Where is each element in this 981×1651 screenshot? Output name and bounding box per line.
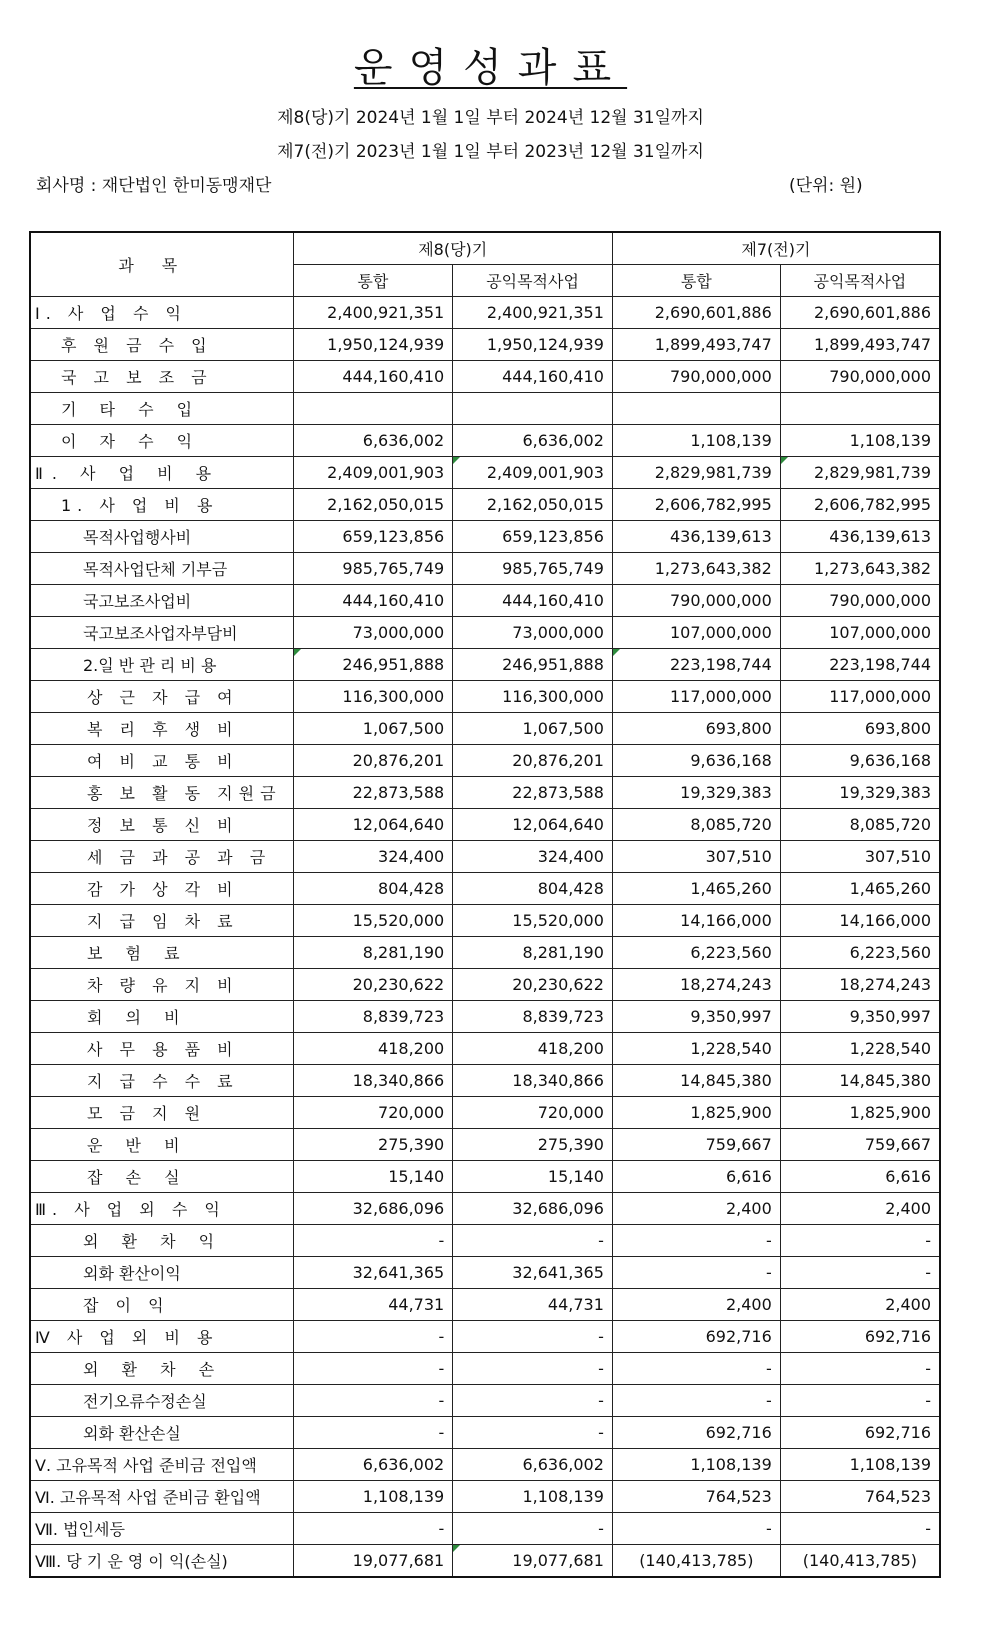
prior-total-cell: - [612,1225,780,1257]
prior-public-cell: 2,829,981,739 [780,457,940,489]
row-label: 상 근 자 급 여 [30,681,293,713]
current-public-cell: 44,731 [453,1289,613,1321]
current-total-cell: 15,520,000 [293,905,453,937]
header-current-period: 제8(당)기 [293,232,612,265]
table-row [30,745,940,777]
row-label: 목적사업단체 기부금 [30,553,293,585]
row-label: 목적사업행사비 [30,521,293,553]
row-label: 차 량 유 지 비 [30,969,293,1001]
prior-public-cell: 6,223,560 [780,937,940,969]
prior-public-cell: 14,845,380 [780,1065,940,1097]
current-total-cell: 8,839,723 [293,1001,453,1033]
table-row [30,1545,940,1578]
prior-total-cell: 14,845,380 [612,1065,780,1097]
prior-public-cell: 1,273,643,382 [780,553,940,585]
prior-public-cell: 307,510 [780,841,940,873]
current-total-cell: 15,140 [293,1161,453,1193]
current-public-cell: 659,123,856 [453,521,613,553]
current-total-cell: 8,281,190 [293,937,453,969]
row-label: 후 원 금 수 입 [30,329,293,361]
current-total-cell: 19,077,681 [293,1545,453,1578]
prior-total-cell: 692,716 [612,1321,780,1353]
current-public-cell: 720,000 [453,1097,613,1129]
prior-total-cell: 1,228,540 [612,1033,780,1065]
prior-public-cell: 1,228,540 [780,1033,940,1065]
prior-total-cell: 9,350,997 [612,1001,780,1033]
current-total-cell: 418,200 [293,1033,453,1065]
prior-total-cell: 14,166,000 [612,905,780,937]
row-label: Ⅰ. 사 업 수 익 [30,297,293,329]
header-prior-period: 제7(전)기 [612,232,940,265]
current-public-cell: 985,765,749 [453,553,613,585]
current-public-cell: 2,162,050,015 [453,489,613,521]
row-label: 1. 사 업 비 용 [30,489,293,521]
table-row [30,393,940,425]
current-total-cell: 720,000 [293,1097,453,1129]
prior-public-cell: 223,198,744 [780,649,940,681]
current-public-cell: 73,000,000 [453,617,613,649]
prior-public-cell: 436,139,613 [780,521,940,553]
currency-unit: (단위: 원) [789,176,863,196]
current-public-cell: 22,873,588 [453,777,613,809]
table-row [30,617,940,649]
current-public-cell: 19,077,681 [453,1545,613,1578]
current-public-cell: 444,160,410 [453,361,613,393]
prior-public-cell: 8,085,720 [780,809,940,841]
current-total-cell: 246,951,888 [293,649,453,681]
prior-total-cell: 2,400 [612,1193,780,1225]
current-public-cell: 246,951,888 [453,649,613,681]
prior-public-cell: 1,108,139 [780,425,940,457]
current-total-cell: 2,400,921,351 [293,297,453,329]
current-total-cell: 1,108,139 [293,1481,453,1513]
prior-public-cell: 692,716 [780,1417,940,1449]
table-row [30,1065,940,1097]
current-public-cell: 804,428 [453,873,613,905]
row-label: 외 환 차 손 [30,1353,293,1385]
current-total-cell: 20,876,201 [293,745,453,777]
current-public-cell: 418,200 [453,1033,613,1065]
prior-total-cell: 1,825,900 [612,1097,780,1129]
row-label: 외화 환산이익 [30,1257,293,1289]
row-label: 잡 손 실 [30,1161,293,1193]
prior-public-cell: 693,800 [780,713,940,745]
header-prior-public: 공익목적사업 [780,265,940,297]
table-row [30,1449,940,1481]
statement-title: 운영성과표 [353,45,628,91]
prior-public-cell: 790,000,000 [780,585,940,617]
row-label: Ⅶ. 법인세등 [30,1513,293,1545]
current-total-cell: 6,636,002 [293,425,453,457]
prior-total-cell: 19,329,383 [612,777,780,809]
header-current-public: 공익목적사업 [453,265,613,297]
current-public-cell: - [453,1225,613,1257]
prior-public-cell: 18,274,243 [780,969,940,1001]
current-total-cell: 2,409,001,903 [293,457,453,489]
prior-total-cell: 1,273,643,382 [612,553,780,585]
prior-public-cell: - [780,1353,940,1385]
row-label: 2.일 반 관 리 비 용 [30,649,293,681]
table-row [30,489,940,521]
prior-total-cell: 1,465,260 [612,873,780,905]
current-public-cell: 32,641,365 [453,1257,613,1289]
prior-public-cell: 107,000,000 [780,617,940,649]
row-label: 정 보 통 신 비 [30,809,293,841]
current-public-cell [453,393,613,425]
current-public-cell: 8,839,723 [453,1001,613,1033]
prior-public-cell [780,393,940,425]
current-public-cell: 20,230,622 [453,969,613,1001]
current-total-cell: 22,873,588 [293,777,453,809]
current-total-cell: 275,390 [293,1129,453,1161]
current-public-cell: 444,160,410 [453,585,613,617]
table-row [30,681,940,713]
table-row [30,841,940,873]
table-row [30,1097,940,1129]
table-row [30,1225,940,1257]
table-row [30,1385,940,1417]
row-label: 국고보조사업비 [30,585,293,617]
row-label: Ⅱ. 사 업 비 용 [30,457,293,489]
current-public-cell: 15,520,000 [453,905,613,937]
table-row [30,1417,940,1449]
operating-results-table [29,231,941,1578]
table-row [30,937,940,969]
prior-public-cell: 117,000,000 [780,681,940,713]
row-label: 잡 이 익 [30,1289,293,1321]
row-label: 감 가 상 각 비 [30,873,293,905]
row-label: 지 급 수 수 료 [30,1065,293,1097]
prior-total-cell: 2,400 [612,1289,780,1321]
current-period-line: 제8(당)기 2024년 1월 1일 부터 2024년 12월 31일까지 [277,108,704,128]
current-total-cell: 324,400 [293,841,453,873]
current-total-cell: 12,064,640 [293,809,453,841]
prior-public-cell: 14,166,000 [780,905,940,937]
current-public-cell: 2,400,921,351 [453,297,613,329]
prior-total-cell: 223,198,744 [612,649,780,681]
current-public-cell: - [453,1321,613,1353]
table-row [30,425,940,457]
current-total-cell: - [293,1513,453,1545]
current-public-cell: 8,281,190 [453,937,613,969]
row-label: 전기오류수정손실 [30,1385,293,1417]
current-public-cell: 324,400 [453,841,613,873]
prior-total-cell: 8,085,720 [612,809,780,841]
row-label: 국고보조사업자부담비 [30,617,293,649]
row-label: 이 자 수 익 [30,425,293,457]
table-row [30,809,940,841]
current-total-cell: 116,300,000 [293,681,453,713]
header-prior-total: 통합 [612,265,780,297]
current-total-cell: 1,950,124,939 [293,329,453,361]
current-total-cell: 659,123,856 [293,521,453,553]
prior-public-cell: 2,400 [780,1193,940,1225]
current-public-cell: 275,390 [453,1129,613,1161]
table-row [30,649,940,681]
table-row [30,1513,940,1545]
row-label: 운 반 비 [30,1129,293,1161]
current-total-cell: - [293,1385,453,1417]
prior-total-cell: - [612,1513,780,1545]
row-label: Ⅵ. 고유목적 사업 준비금 환입액 [30,1481,293,1513]
prior-total-cell: (140,413,785) [612,1545,780,1578]
row-label: Ⅲ. 사 업 외 수 익 [30,1193,293,1225]
current-total-cell: - [293,1417,453,1449]
current-total-cell: - [293,1225,453,1257]
table-row [30,1257,940,1289]
current-public-cell: 15,140 [453,1161,613,1193]
table-row [30,1129,940,1161]
table-row [30,1033,940,1065]
header-row-periods [30,232,940,265]
prior-public-cell: 6,616 [780,1161,940,1193]
current-total-cell: - [293,1321,453,1353]
current-public-cell: - [453,1353,613,1385]
current-public-cell: 1,950,124,939 [453,329,613,361]
row-label: 국 고 보 조 금 [30,361,293,393]
row-label: 세 금 과 공 과 금 [30,841,293,873]
row-label: 보 험 료 [30,937,293,969]
current-public-cell: 20,876,201 [453,745,613,777]
prior-public-cell: 2,606,782,995 [780,489,940,521]
header-current-total: 통합 [293,265,453,297]
current-total-cell: 32,686,096 [293,1193,453,1225]
prior-total-cell: 1,108,139 [612,425,780,457]
prior-total-cell: - [612,1385,780,1417]
prior-total-cell: 9,636,168 [612,745,780,777]
table-row [30,329,940,361]
row-label: Ⅴ. 고유목적 사업 준비금 전입액 [30,1449,293,1481]
current-public-cell: 18,340,866 [453,1065,613,1097]
row-label: Ⅳ 사 업 외 비 용 [30,1321,293,1353]
table-row [30,1321,940,1353]
table-row [30,969,940,1001]
current-public-cell: 6,636,002 [453,1449,613,1481]
current-public-cell: 1,108,139 [453,1481,613,1513]
current-total-cell: 20,230,622 [293,969,453,1001]
prior-total-cell: 2,829,981,739 [612,457,780,489]
table-row [30,713,940,745]
table-row [30,873,940,905]
prior-public-cell: 9,350,997 [780,1001,940,1033]
prior-public-cell: 1,465,260 [780,873,940,905]
table-row [30,1481,940,1513]
row-label: 복 리 후 생 비 [30,713,293,745]
current-total-cell: 985,765,749 [293,553,453,585]
prior-total-cell: 117,000,000 [612,681,780,713]
row-label: 외 환 차 익 [30,1225,293,1257]
prior-public-cell: 1,899,493,747 [780,329,940,361]
prior-total-cell: 693,800 [612,713,780,745]
prior-total-cell: 2,606,782,995 [612,489,780,521]
prior-public-cell: 759,667 [780,1129,940,1161]
current-total-cell: - [293,1353,453,1385]
company-name: 회사명 : 재단법인 한미동맹재단 [36,176,272,196]
row-label: 여 비 교 통 비 [30,745,293,777]
prior-public-cell: 790,000,000 [780,361,940,393]
prior-total-cell: 764,523 [612,1481,780,1513]
current-total-cell: 444,160,410 [293,361,453,393]
prior-total-cell [612,393,780,425]
current-public-cell: - [453,1417,613,1449]
prior-public-cell: 9,636,168 [780,745,940,777]
row-label: 홍 보 활 동 지원금 [30,777,293,809]
row-label: 모 금 지 원 [30,1097,293,1129]
table-row [30,1193,940,1225]
prior-total-cell: 790,000,000 [612,585,780,617]
current-public-cell: - [453,1513,613,1545]
prior-total-cell: - [612,1353,780,1385]
table-row [30,777,940,809]
current-total-cell: 444,160,410 [293,585,453,617]
prior-total-cell: 107,000,000 [612,617,780,649]
row-label: 기 타 수 입 [30,393,293,425]
prior-public-cell: 692,716 [780,1321,940,1353]
table-row [30,905,940,937]
current-public-cell: 116,300,000 [453,681,613,713]
table-row [30,457,940,489]
current-public-cell: 6,636,002 [453,425,613,457]
prior-total-cell: 6,616 [612,1161,780,1193]
row-label: Ⅷ. 당 기 운 영 이 익(손실) [30,1545,293,1578]
prior-public-cell: (140,413,785) [780,1545,940,1578]
row-label: 지 급 임 차 료 [30,905,293,937]
current-total-cell: 6,636,002 [293,1449,453,1481]
current-total-cell: 32,641,365 [293,1257,453,1289]
header-subject: 과목 [30,232,293,297]
prior-public-cell: 2,400 [780,1289,940,1321]
current-public-cell: 32,686,096 [453,1193,613,1225]
current-total-cell: 18,340,866 [293,1065,453,1097]
row-label: 회 의 비 [30,1001,293,1033]
prior-public-cell: - [780,1257,940,1289]
prior-total-cell: 2,690,601,886 [612,297,780,329]
prior-total-cell: 759,667 [612,1129,780,1161]
table-row [30,553,940,585]
prior-total-cell: 307,510 [612,841,780,873]
table-row [30,521,940,553]
prior-public-cell: - [780,1225,940,1257]
current-public-cell: 12,064,640 [453,809,613,841]
prior-total-cell: - [612,1257,780,1289]
prior-public-cell: 2,690,601,886 [780,297,940,329]
table-row [30,585,940,617]
prior-public-cell: - [780,1385,940,1417]
table-row [30,1001,940,1033]
prior-public-cell: 1,108,139 [780,1449,940,1481]
statement-body [30,297,940,1578]
prior-total-cell: 1,899,493,747 [612,329,780,361]
current-total-cell: 73,000,000 [293,617,453,649]
current-total-cell: 1,067,500 [293,713,453,745]
row-label: 외화 환산손실 [30,1417,293,1449]
prior-total-cell: 436,139,613 [612,521,780,553]
prior-total-cell: 6,223,560 [612,937,780,969]
current-total-cell: 44,731 [293,1289,453,1321]
prior-public-cell: 19,329,383 [780,777,940,809]
prior-total-cell: 1,108,139 [612,1449,780,1481]
table-row [30,1353,940,1385]
current-total-cell: 2,162,050,015 [293,489,453,521]
prior-total-cell: 692,716 [612,1417,780,1449]
table-row [30,297,940,329]
prior-period-line: 제7(전)기 2023년 1월 1일 부터 2023년 12월 31일까지 [277,142,704,162]
prior-total-cell: 18,274,243 [612,969,780,1001]
table-row [30,1161,940,1193]
prior-public-cell: - [780,1513,940,1545]
row-label: 사 무 용 품 비 [30,1033,293,1065]
current-public-cell: 2,409,001,903 [453,457,613,489]
prior-total-cell: 790,000,000 [612,361,780,393]
table-row [30,361,940,393]
prior-public-cell: 764,523 [780,1481,940,1513]
table-row [30,1289,940,1321]
current-total-cell [293,393,453,425]
current-total-cell: 804,428 [293,873,453,905]
current-public-cell: - [453,1385,613,1417]
current-public-cell: 1,067,500 [453,713,613,745]
prior-public-cell: 1,825,900 [780,1097,940,1129]
